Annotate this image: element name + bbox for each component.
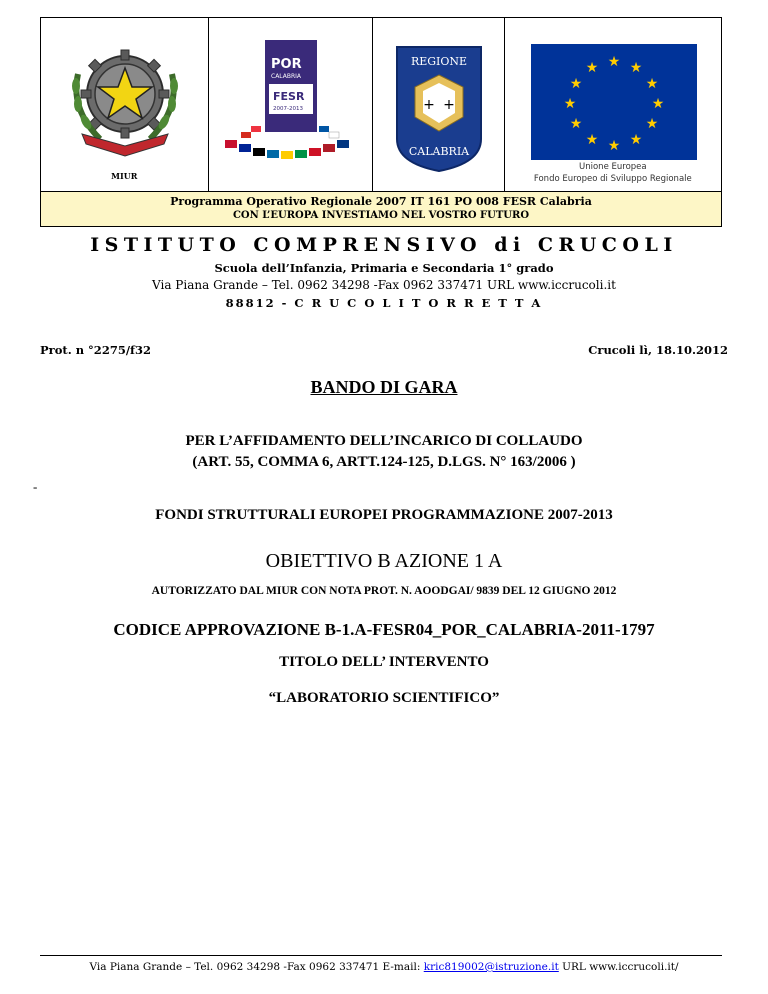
school-contacts: Via Piana Grande – Tel. 0962 34298 -Fax 0962 337471 URL www.iccrucoli.it [152, 278, 616, 292]
por-calabria-fesr-logo-icon [221, 36, 361, 176]
footer-contacts: Via Piana Grande – Tel. 0962 34298 -Fax 0962 337471 E-mail: [89, 961, 424, 973]
subject-line-2: (ART. 55, COMMA 6, ARTT.124-125, D.LGS. N° 163/2006 ) [192, 454, 576, 470]
svg-text:FESR: FESR [272, 90, 304, 103]
svg-text:★: ★ [585, 60, 598, 76]
svg-text:+: + [423, 97, 435, 113]
svg-text:★: ★ [563, 96, 576, 112]
svg-text:★: ★ [645, 76, 658, 92]
eu-cell [505, 18, 721, 191]
italian-republic-emblem-icon [60, 34, 190, 164]
stray-dash: - [33, 479, 38, 494]
eu-caption-line1: Unione Europea [579, 162, 647, 172]
subject-line-1: PER L’AFFIDAMENTO DELL’INCARICO DI COLLAUDO [185, 433, 583, 449]
miur-caption: MIUR [111, 171, 138, 181]
document-heading: BANDO DI GARA [310, 377, 458, 397]
svg-text:+: + [443, 97, 455, 113]
fondi-line: FONDI STRUTTURALI EUROPEI PROGRAMMAZIONE 2007-2013 [155, 507, 613, 523]
protocol-number: Prot. n °2275/f32 [40, 343, 151, 357]
svg-text:★: ★ [629, 132, 642, 148]
eu-flag-icon [531, 44, 697, 160]
svg-text:★: ★ [629, 60, 642, 76]
svg-text:★: ★ [585, 132, 598, 148]
logo-header-table [40, 17, 722, 192]
eu-caption-line2: Fondo Europeo di Sviluppo Regionale [533, 174, 692, 184]
intervention-title-label: TITOLO DELL’ INTERVENTO [279, 654, 489, 670]
svg-text:CALABRIA: CALABRIA [408, 145, 470, 158]
svg-text:★: ★ [607, 54, 620, 70]
obiettivo-line: OBIETTIVO B AZIONE 1 A [265, 550, 503, 572]
place-date: Crucoli lì, 18.10.2012 [588, 343, 728, 357]
svg-text:★: ★ [651, 96, 664, 112]
svg-text:★: ★ [645, 116, 658, 132]
footer-email-link[interactable]: kric819002@istruzione.it [423, 961, 559, 973]
program-band [40, 192, 722, 227]
svg-text:REGIONE: REGIONE [410, 55, 468, 68]
svg-text:★: ★ [607, 138, 620, 154]
svg-text:★: ★ [569, 116, 582, 132]
eu-caption [505, 161, 721, 185]
footer-url: URL www.iccrucoli.it/ [558, 961, 679, 973]
emblem-cell [41, 18, 209, 191]
authorization-line: AUTORIZZATO DAL MIUR CON NOTA PROT. N. AOODGAI/ 9839 DEL 12 GIUGNO 2012 [151, 585, 617, 597]
school-levels: Scuola dell’Infanzia, Primaria e Secondaria 1° grado [214, 261, 554, 275]
school-name: ISTITUTO COMPRENSIVO di CRUCOLI [90, 234, 678, 256]
regione-calabria-cell [373, 18, 505, 191]
por-fesr-cell [209, 18, 374, 191]
footer-divider [40, 955, 722, 956]
footer [0, 961, 768, 973]
svg-text:POR: POR [270, 57, 302, 72]
program-line: Programma Operativo Regionale 2007 IT 161 PO 008 FESR Calabria [170, 195, 592, 208]
regione-calabria-logo-icon [393, 43, 485, 173]
approval-code: CODICE APPROVAZIONE B-1.A-FESR04_POR_CALABRIA-2011-1797 [113, 620, 655, 639]
svg-text:CALABRIA: CALABRIA [270, 73, 301, 80]
intervention-title: “LABORATORIO SCIENTIFICO” [268, 690, 500, 706]
svg-text:2007-2013: 2007-2013 [272, 106, 303, 112]
svg-text:★: ★ [569, 76, 582, 92]
school-city: 88812 - C R U C O L I T O R R E T T A [225, 296, 543, 310]
program-slogan: CON L’EUROPA INVESTIAMO NEL VOSTRO FUTURO [232, 210, 530, 221]
